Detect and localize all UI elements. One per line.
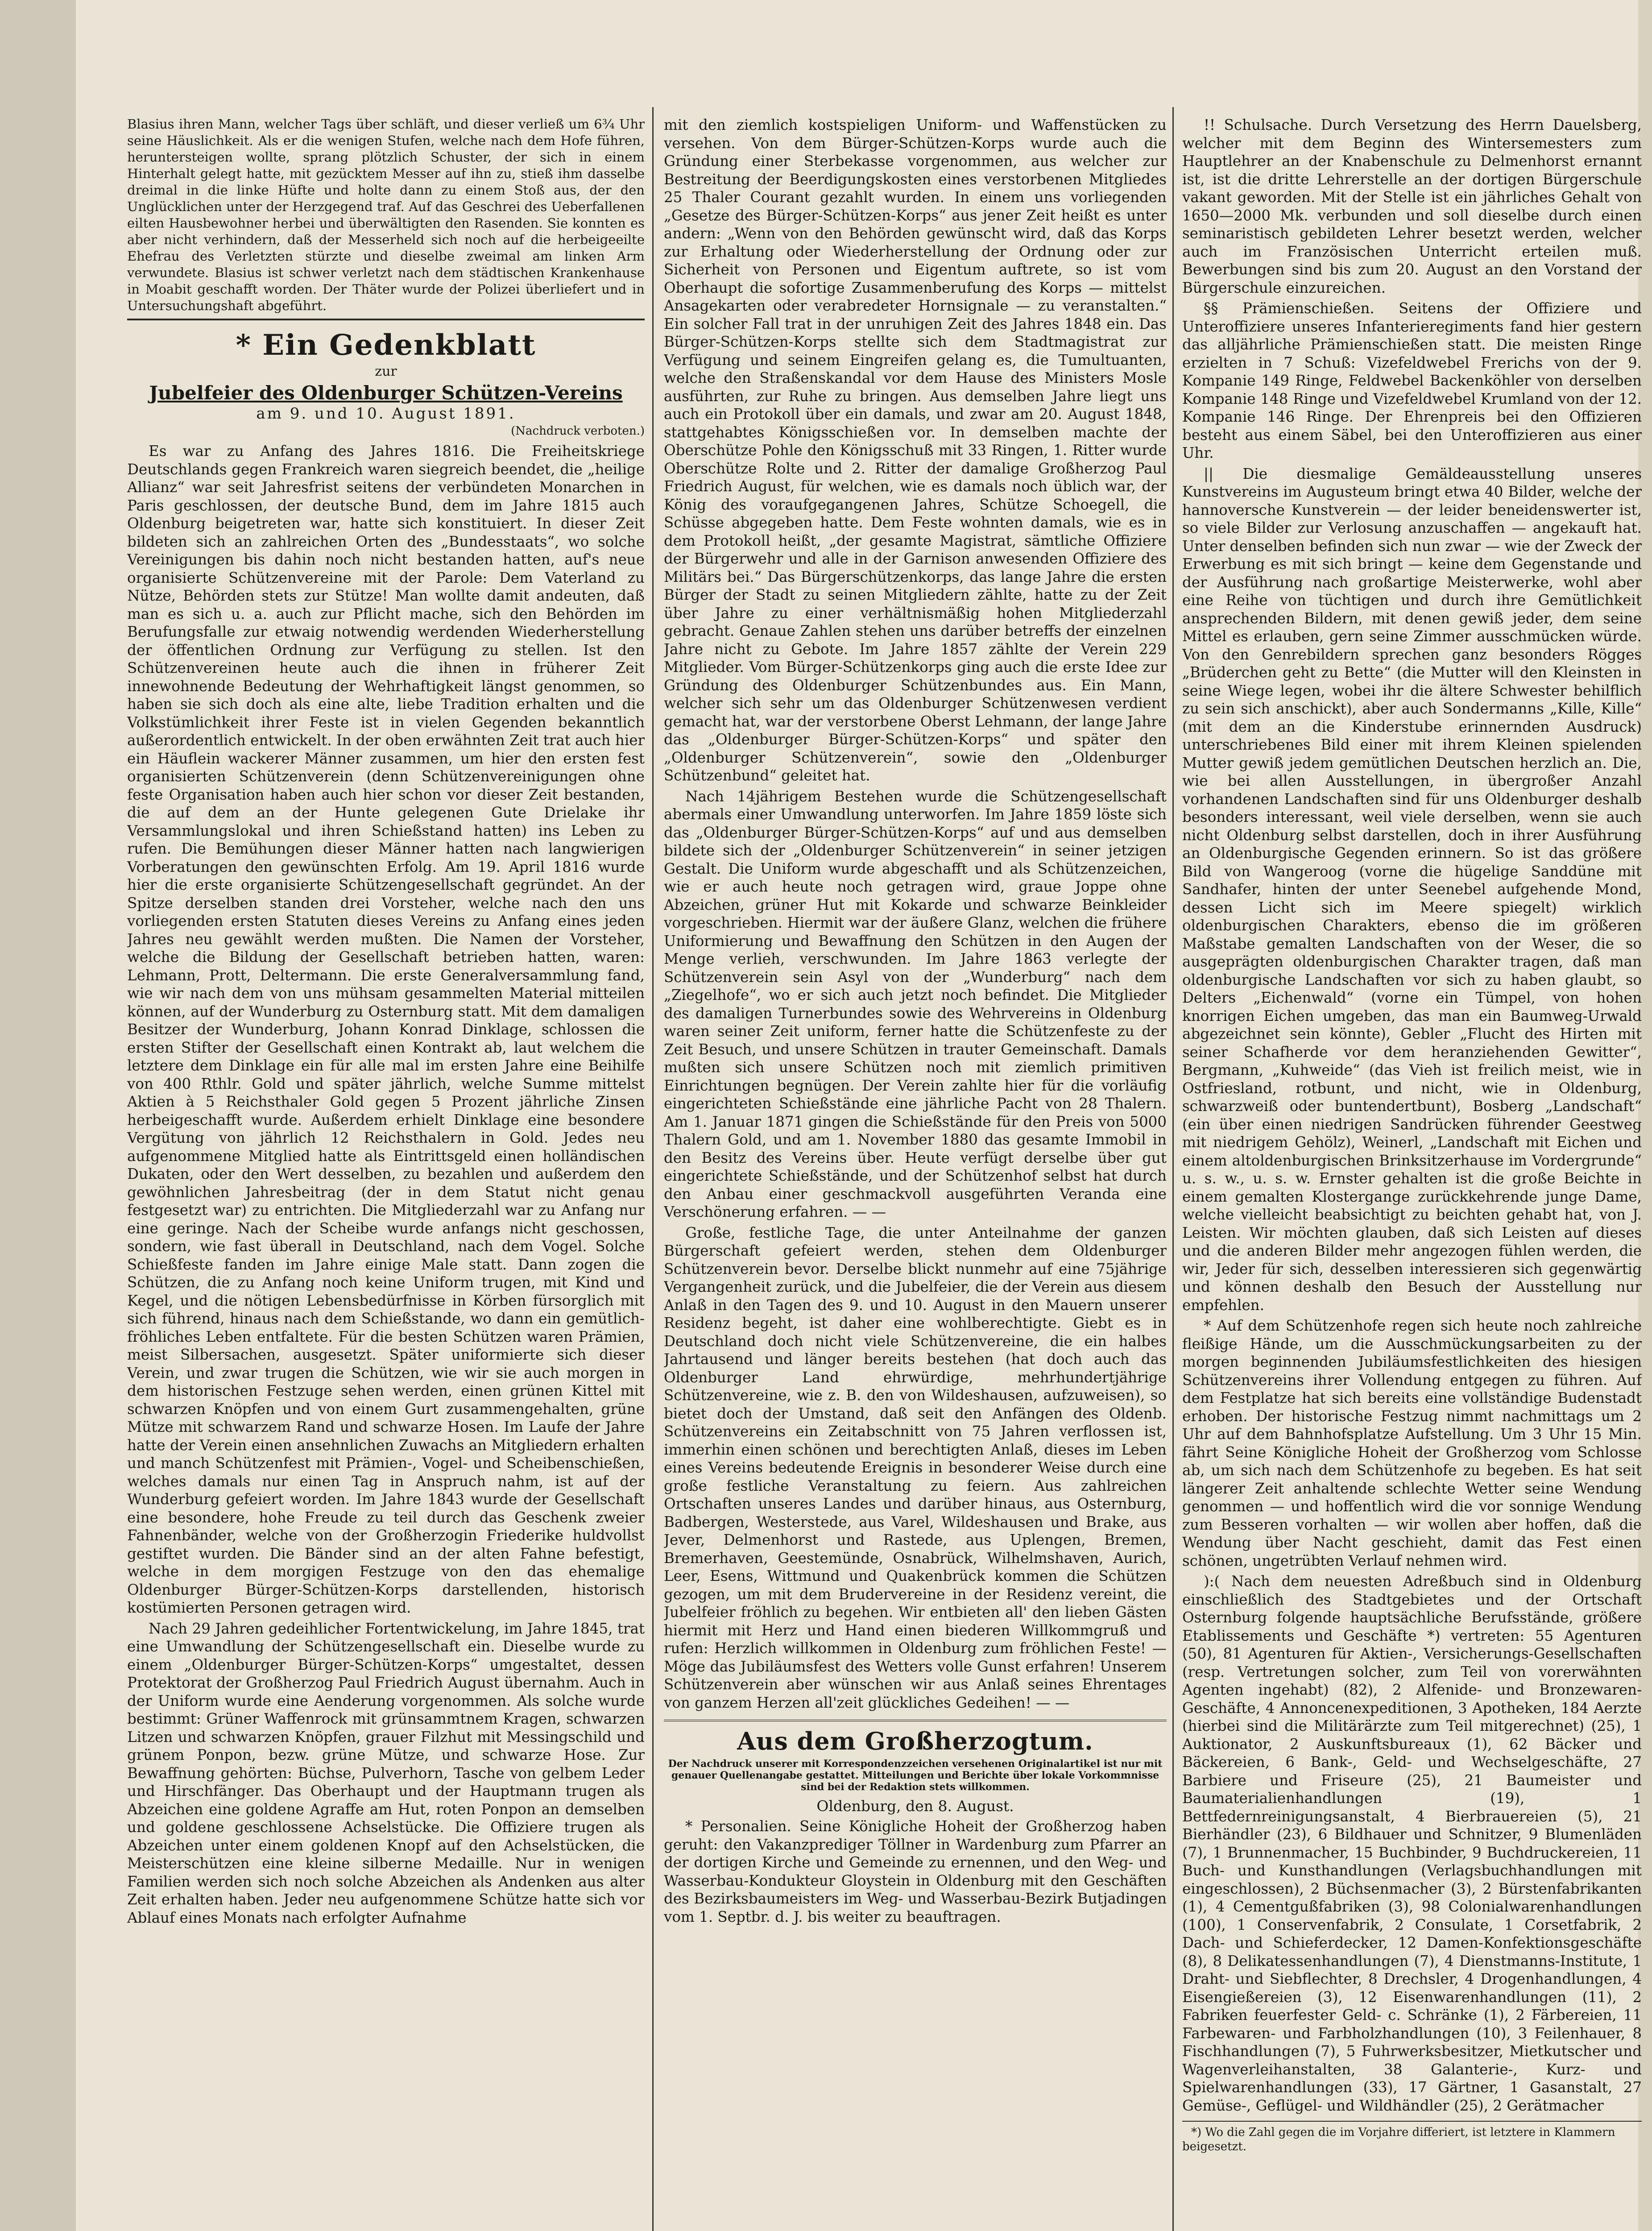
paragraph-praemienschiessen: §§ Prämienschießen. Seitens der Offiziere und Unteroffiziere unseres Infanterieregiments fand hier gestern das alljährliche Prämienschießen statt. Die meisten Ringe erzielten in 7 Schuß: Vizefeldwebel Frerichs von der 9. Kompanie 149 Ringe, Feldwebel Backenköhler von derselben Kompanie 148 Ringe und Vizefeldwebel Krumland von der 12. Kompanie 146 Ringe. Der Ehrenpreis bei den Offizieren besteht aus einem Säbel, bei den Unteroffizieren aus einer Uhr. [1182, 300, 1642, 461]
article-subtitle: Jubelfeier des Oldenburger Schützen-Vereins [149, 382, 623, 404]
footnote: *) Wo die Zahl gegen die im Vorjahre differiert, ist letztere in Klammern beigesetzt. [1182, 2121, 1642, 2154]
column-2 [664, 116, 1167, 1928]
reprint-note: (Nachdruck verboten.) [511, 424, 645, 438]
intro-paragraph: Blasius ihren Mann, welcher Tags über schläft, und dieser verließ um 6¾ Uhr seine Häuslichkeit. Als er die wenigen Stufen, welche nach dem Hofe führen, heruntersteigen wollte, sprang plötzlich Schuster, der sich in einem Hinterhalt gelegt hatte, mit gezücktem Messer auf ihn zu, stieß ihm dasselbe dreimal in die linke Hüfte und holte dann zu einem Stoß aus, der den Unglücklichen unter der Herzgegend traf. Auf das Geschrei des Ueberfallenen eilten Hausbewohner herbei und überwältigten den Rasenden. Sie konnten es aber nicht verhindern, daß der Messerheld sich noch auf die herbeigeeilte Ehefrau des Verletzten stürzte und dieselbe zweimal am linken Arm verwundete. Blasius ist schwer verletzt nach dem städtischen Krankenhause in Moabit geschafft worden. Der Thäter wurde der Polizei überliefert und in Untersuchungshaft abgeführt. [127, 116, 645, 313]
column-1 [127, 116, 645, 1929]
paragraph-personalien: * Personalien. Seine Königliche Hoheit der Großherzog haben geruht: den Vakanzprediger Töllner in Wardenburg zum Pfarrer an der dortigen Kirche und Gemeinde zu ernennen, und den Weg- und Wasserbau-Kondukteur Gloystein in Oldenburg mit den Geschäften des Bezirksbaumeisters im Weg- und Wasserbau-Bezirk Butjadingen vom 1. Septbr. d. J. bis weiter zu beauftragen. [664, 1818, 1167, 1925]
dateline: Oldenburg, den 8. August. [816, 1797, 1014, 1815]
paragraph-schulsache: !! Schulsache. Durch Versetzung des Herrn Dauelsberg, welcher mit dem Beginn des Wintersemesters zum Hauptlehrer an der Knabenschule zu Delmenhorst ernannt ist, ist die dritte Lehrerstelle an der dortigen Bürgerschule vakant geworden. Mit der Stelle ist ein jährliches Gehalt von 1650—2000 Mk. verbunden und soll dieselbe durch einen seminaristisch gebildeten Lehrer besetzt werden, welcher auch im Französischen Unterricht erteilen muß. Bewerbungen sind bis zum 20. August an den Vorstand der Bürgerschule einzureichen. [1182, 116, 1642, 296]
article-title: * Ein Gedenkblatt [236, 328, 536, 362]
paragraph: mit den ziemlich kostspieligen Uniform- und Waffenstücken zu versehen. Von dem Bürger-Schützen-Korps wurde auch die Gründung einer Sterbekasse vorgenommen, aus welcher zur Bestreitung der Beerdigungskosten eines verstorbenen Mitgliedes 25 Thaler Courant gezahlt wurden. In einem uns vorliegenden „Gesetze des Bürger-Schützen-Korps“ aus jener Zeit heißt es unter andern: „Wenn von den Behörden gewünscht wird, daß das Korps zur Erhaltung oder Wiederherstellung der Ordnung oder zur Sicherheit von Personen und Eigentum auftrete, so ist vom Oberhaupt die sofortige Zusammenberufung des Korps — mittelst Ansagekarten oder verabredeter Hornsignale — zu veranstalten.“ Ein solcher Fall trat in der unruhigen Zeit des Jahres 1848 ein. Das Bürger-Schützen-Korps stellte sich dem Stadtmagistrat zur Verfügung und seinem Eingreifen gelang es, die Tumultuanten, welche den Straßenskandal vor dem Hause des Ministers Mosle ausführten, zur Ruhe zu bringen. Aus demselben Jahre liegt uns auch ein Protokoll über ein damals, und zwar am 20. August 1848, stattgehabtes Königsschießen vor. In demselben machte der Oberschütze Pohle den Königsschuß mit 33 Ringen, 1. Ritter wurde Oberschütze Rolte und 2. Ritter der damalige Großherzog Paul Friedrich August, für welchen, wie es damals noch üblich war, der König des voraufgegangenen Jahres, Schütze Schoegell, die Schüsse abgegeben hatte. Dem Feste wohnten damals, wie es in dem Protokoll heißt, „der gesamte Magistrat, sämtliche Offiziere der Bürgerwehr und alle in der Garnison anwesenden Offiziere des Militärs bei.“ Das Bürgerschützenkorps, das lange Jahre die ersten Bürger der Stadt zu seinen Mitgliedern zählte, hatte zu der Zeit über Jahre zu einer verhältnismäßig hohen Mitgliederzahl gebracht. Genaue Zahlen stehen uns darüber betreffs der einzelnen Jahre nicht zu Gebote. Im Jahre 1857 zählte der Verein 229 Mitglieder. Vom Bürger-Schützenkorps ging auch die erste Idee zur Gründung des Oldenburger Schützenbundes aus. Ein Mann, welcher sich sehr um das Oldenburger Schützenwesen verdient gemacht hat, war der verstorbene Oberst Lehmann, der lange Jahre das „Oldenburger Bürger-Schützen-Korps“ und später den „Oldenburger Schützenverein“, sowie den „Oldenburger Schützenbund“ geleitet hat. [664, 116, 1167, 784]
column-3 [1182, 116, 1642, 2154]
paragraph: Es war zu Anfang des Jahres 1816. Die Freiheitskriege Deutschlands gegen Frankreich waren siegreich beendet, die „heilige Allianz“ war seit Jahresfrist seitens der verbündeten Monarchen in Paris geschlossen, der deutsche Bund, dem im Jahre 1815 auch Oldenburg beigetreten war, hatte sich konstituiert. In dieser Zeit bildeten sich an zahlreichen Orten des „Bundesstaats“, wo solche Vereinigungen bis dahin noch nicht bestanden hatten, auf's neue organisierte Schützenvereine mit der Parole: Dem Vaterland zu Nütze, Behörden stets zur Stütze! Man wollte damit andeuten, daß man es sich u. a. auch zur Pflicht mache, sich den Behörden im Berufungsfalle zur etwaig notwendig werdenden Wiederherstellung der öffentlichen Ordnung zur Verfügung zu stellen. Ist den Schützenvereinen heute auch die ihnen in früherer Zeit innewohnende Bedeutung der Wehrhaftigkeit längst genommen, so haben sie sich doch als eine alte, liebe Tradition erhalten und die Volkstümlichkeit ihrer Feste ist in vielen Gegenden bekanntlich außerordentlich entwickelt. In der oben erwähnten Zeit trat auch hier ein Häuflein wackerer Männer zusammen, um hier den ersten fest organisierten Schützenverein (denn Schützenvereinigungen ohne feste Organisation haben auch hier schon vor dieser Zeit bestanden, die auf dem an der Hunte gelegenen Gute Drielake ihr Versammlungslokal und ihren Schießstand hatten) ins Leben zu rufen. Die Bemühungen dieser Männer hatten nach langwierigen Vorberatungen den gewünschten Erfolg. Am 19. April 1816 wurde hier die erste organisierte Schützengesellschaft gegründet. An der Spitze derselben standen drei Vorsteher, welche nach den uns vorliegenden ersten Statuten dieses Vereins zu Anfang eines jeden Jahres neu gewählt werden mußten. Die Namen der Vorsteher, welche die Bildung der Gesellschaft betrieben hatten, waren: Lehmann, Prott, Deltermann. Die erste Generalversammlung fand, wie wir nach dem von uns mühsam gesammelten Material mitteilen können, auf der Wunderburg zu Osternburg statt. Mit dem damaligen Besitzer der Wunderburg, Johann Konrad Dinklage, schlossen die ersten Stifter der Gesellschaft einen Kontrakt ab, laut welchem die letztere dem Dinklage ein für alle mal im ersten Jahre eine Beihilfe von 400 Rthlr. Gold und später jährlich, welche Summe mittelst Aktien à 5 Reichsthaler Gold gegen 5 Prozent jährliche Zinsen herbeigeschafft wurde. Außerdem erhielt Dinklage eine besondere Vergütung von jährlich 12 Reichsthalern in Gold. Jedes neu aufgenommene Mitglied hatte als Eintrittsgeld einen holländischen Dukaten, oder den Wert desselben, zu bezahlen und außerdem den gewöhnlichen Jahresbeitrag (der in dem Statut nicht genau festgesetzt war) zu entrichten. Die Mitgliederzahl war zu Anfang nur eine geringe. Nach der Scheibe wurde anfangs nicht geschossen, sondern, wie fast überall in Deutschland, nach dem Vogel. Solche Schießfeste fanden im Jahre einige Male statt. Dann zogen die Schützen, die zu Anfang noch keine Uniform trugen, mit Kind und Kegel, und die nötigen Lebensbedürfnisse in Körben fürsorglich mit sich führend, hinaus nach dem Schießstande, wo dann ein gemütlich-fröhliches Leben entfaltete. Für die besten Schützen waren Prämien, meist Silbersachen, ausgesetzt. Später uniformierte sich dieser Verein, und zwar trugen die Schützen, wie wir sie auch morgen in dem historischen Festzuge sehen werden, einen grünen Kittel mit schwarzen Knöpfen und von einem Gurt zusammengehalten, grüne Mütze mit schwarzem Rand und schwarze Hosen. Im Laufe der Jahre hatte der Verein einen ansehnlichen Zuwachs an Mitgliedern erhalten und manch Schützenfest mit Prämien-, Vogel- und Scheibenschießen, welches damals nur einen Tag in Anspruch nahm, ist auf der Wunderburg gefeiert worden. Im Jahre 1843 wurde der Gesellschaft eine besondere, hohe Freude zu teil durch das Geschenk zweier Fahnenbänder, welche von der Großherzogin Friederike huldvollst gestiftet wurden. Die Bänder sind an der alten Fahne befestigt, welche in dem morgigen Festzuge von den das ehemalige Oldenburger Bürger-Schützen-Korps darstellenden, historisch kostümierten Personen getragen wird. [127, 443, 645, 1616]
paragraph: Nach 29 Jahren gedeihlicher Fortentwickelung, im Jahre 1845, trat eine Umwandlung der Schützengesellschaft ein. Dieselbe wurde zu einem „Oldenburger Bürger-Schützen-Korps“ umgestaltet, dessen Protektorat der Großherzog Paul Friedrich August übernahm. Auch in der Uniform wurde eine Aenderung vorgenommen. Als solche wurde bestimmt: Grüner Waffenrock mit grünsammtnem Kragen, schwarzen Litzen und schwarzen Knöpfen, grauer Filzhut mit Messingschild und grünem Ponpon, bezw. grüne Mütze, und schwarze Hose. Zur Bewaffnung gehörten: Büchse, Pulverhorn, Tasche von gelbem Leder und Hirschfänger. Das Oberhaupt und der Hauptmann trugen als Abzeichen eine goldene Agraffe am Hut, roten Ponpon an demselben und goldene geschlossene Achselstücke. Die Offiziere trugen als Abzeichen unter einem goldenen Knopf auf den Achselstücken, die Meisterschützen eine kleine silberne Medaille. Nur in wenigen Familien werden sich noch solche Abzeichen als Andenken aus alter Zeit erhalten haben. Jeder neu aufgenommene Schütze hatte sich vor Ablauf eines Monats nach erfolgter Aufnahme [127, 1620, 645, 1926]
article-divider [127, 319, 645, 320]
column-rule-2 [1172, 107, 1174, 2231]
paragraph-schuetzenhof: * Auf dem Schützenhofe regen sich heute noch zahlreiche fleißige Hände, um die Ausschmückungsarbeiten zu der morgen beginnenden Jubiläumsfestlichkeiten des hiesigen Schützenvereins ihrer Vollendung entgegen zu führen. Auf dem Festplatze hat sich bereits eine vollständige Budenstadt erhoben. Der historische Festzug nimmt nachmittags um 2 Uhr auf dem Bahnhofsplatze Aufstellung. Um 3 Uhr 15 Min. fährt Seine Königliche Hoheit der Großherzog vom Schlosse ab, um sich nach dem Schützenhofe zu begeben. Es hat seit längerer Zeit anhaltende schlechte Wetter seine Wendung genommen — und hoffentlich wird die vor sonnige Wendung zum Besseren vorhalten — wir wollen aber hoffen, daß die Wendung über Nacht geschieht, damit das Fest einen schönen, ungetrübten Verlauf nehmen wird. [1182, 1317, 1642, 1569]
paragraph-adressbuch: ):( Nach dem neuesten Adreßbuch sind in Oldenburg einschließlich des Stadtgebietes und der Ortschaft Osternburg folgende hauptsächliche Berufsstände, größere Etablissements und Geschäfte *) vertreten: 55 Agenturen (50), 81 Agenturen für Aktien-, Versicherungs-Gesellschaften (resp. Vertretungen solcher, zum Teil von vorerwähnten Agenten ingehabt) (82), 2 Alfenide- und Bronzewaren-Geschäfte, 4 Annoncenexpeditionen, 3 Apotheken, 184 Aerzte (hierbei sind die Militärärzte zum Teil mitgerechnet) (25), 1 Auktionator, 2 Auskunftsbureaux (1), 62 Bäcker und Bäckereien, 6 Bank-, Geld- und Wechselgeschäfte, 27 Barbiere und Friseure (25), 21 Baumeister und Baumaterialienhandlungen (19), 1 Bettfedernreinigungsanstalt, 4 Bierbrauereien (5), 21 Bierhändler (23), 6 Bildhauer und Schnitzer, 9 Blumenläden (7), 1 Brunnenmacher, 15 Buchbinder, 9 Buchdruckereien, 11 Buch- und Kunsthandlungen (Verlagsbuchhandlungen mit eingeschlossen), 2 Büchsenmacher (3), 2 Bürstenfabrikanten (1), 4 Cementgußfabriken (3), 98 Colonialwarenhandlungen (100), 1 Conservenfabrik, 2 Consulate, 1 Corsetfabrik, 2 Dach- und Schieferdecker, 12 Damen-Konfektionsgeschäfte (8), 8 Delikatessenhandlungen (7), 4 Dienstmanns-Institute, 1 Draht- und Siebflechter, 8 Drechsler, 4 Drogenhandlungen, 4 Eisengießereien (3), 12 Eisenwarenhandlungen (11), 2 Fabriken feuerfester Geld- c. Schränke (1), 2 Färbereien, 11 Farbewaren- und Farbholzhandlungen (10), 3 Feilenhauer, 8 Fischhandlungen (7), 5 Fuhrwerksbesitzer, Mietkutscher und Wagenverleihanstalten, 38 Galanterie-, Kurz- und Spielwarenhandlungen (33), 17 Gärtner, 1 Gasanstalt, 27 Gemüse-, Geflügel- und Wildhändler (25), 2 Gerätmacher [1182, 1573, 1642, 2114]
column-rule-1 [652, 107, 654, 2231]
article-date: am 9. und 10. August 1891. [256, 405, 516, 423]
paragraph: Große, festliche Tage, die unter Anteilnahme der ganzen Bürgerschaft gefeiert werden, stehen dem Oldenburger Schützenverein bevor. Derselbe blickt nunmehr auf eine 75jährige Vergangenheit zurück, und die Jubelfeier, die der Verein aus diesem Anlaß in den Tagen des 9. und 10. August in den Mauern unserer Residenz begeht, ist daher eine wohlberechtigte. Giebt es in Deutschland doch nicht viele Schützenvereine, die ein halbes Jahrtausend und länger bereits bestehen (hat doch auch das Oldenburger Land ehrwürdige, mehrhundertjährige Schützenvereine, wie z. B. den von Wildeshausen, aufzuweisen), so bietet doch der Umstand, daß seit den Anfängen des Oldenb. Schützenvereins ein Zeitabschnitt von 75 Jahren verflossen ist, immerhin einen schönen und berechtigten Anlaß, dieses im Leben eines Vereins bedeutende Ereignis in besonderer Weise durch eine große festliche Veranstaltung zu feiern. Aus zahlreichen Ortschaften unseres Landes und darüber hinaus, aus Osternburg, Badbergen, Westerstede, aus Varel, Wildeshausen und Brake, aus Jever, Delmenhorst und Rastede, aus Uplengen, Bremen, Bremerhaven, Geestemünde, Osnabrück, Wilhelmshaven, Aurich, Leer, Esens, Wittmund und Quakenbrück kommen die Schützen gezogen, um mit dem Brudervereine in der Residenz vereint, die Jubelfeier fröhlich zu begehen. Wir entbieten all' den lieben Gästen hiermit mit Herz und Hand einen biederen Willkommgruß und rufen: Herzlich willkommen in Oldenburg zum fröhlichen Feste! — Möge das Jubiläumsfest des Wetters volle Gunst erfahren! Unserem Schützenverein aber wünschen wir aus Anlaß seines Ehrentages von ganzem Herzen all'zeit glückliches Gedeihen! — — [664, 1224, 1167, 1711]
intro-block [127, 116, 645, 314]
section-note: Der Nachdruck unserer mit Korrespondenzzeichen versehenen Originalartikel ist nur mit genauer Quellenangabe gestattet. Mitteilungen und Berichte über lokale Vorkommnisse sind bei der Redaktion stets willkommen. [668, 1758, 1163, 1793]
paragraph-gemaeldeausstellung: || Die diesmalige Gemäldeausstellung unseres Kunstvereins im Augusteum bringt etwa 40 Bilder, welche der hannoversche Kunstverein — der leider beneidenswerter ist, so viele Bilder zur Verlosung anzuschaffen — angekauft hat. Unter denselben befinden sich nun zwar — wie der Zweck der Erwerbung es mit sich bringt — keine dem Gegenstande und der Ausführung nach großartige Meisterwerke, wohl aber eine Reihe von tüchtigen und durch ihre Gemütlichkeit ansprechenden Bildern, mit denen gewiß jeder, dem seine Mittel es erlauben, gern seine Zimmer ausschmücken würde. Von den Genrebildern sprechen ganz besonders Rögges „Brüderchen geht zu Bette“ (die Mutter will den Kleinsten in seine Wiege legen, wobei ihr die ältere Schwester behilflich zu sein sich anschickt), aber auch Sondermanns „Kille, Kille“ (mit dem an die Kinderstube erinnernden Ausdruck) unterschriebenes Bild einer mit ihrem Kleinen spielenden Mutter gewiß jedem gemütlichen Deutschen herzlich an. Die, wie bei allen Ausstellungen, in übergroßer Anzahl vorhandenen Landschaften sind für uns Oldenburger deshalb besonders interessant, weil viele derselben, wenn sie auch nicht Oldenburg selbst darstellen, doch in ihrer Ausführung an Oldenburgische Gegenden erinnern. So ist das größere Bild von Wangeroog (vorne die hügelige Sanddüne mit Sandhafer, hinten der unter Seenebel aufgehende Mond, dessen Licht sich im Meere spiegelt) wirklich oldenburgischen Charakters, ebenso die im größeren Maßstabe gemalten Landschaften von der Weser, die so ausgeprägten oldenburgischen Charakter tragen, daß man oldenburgische Landschaften vor sich zu haben glaubt, so Delters „Eichenwald“ (vorne ein Tümpel, von hohen knorrigen Eichen umgeben, das man ein Baumweg-Urwald abgezeichnet sein könnte), Gebler „Flucht des Hirten mit seiner Schafherde vor dem heranziehenden Gewitter“, Bergmann, „Kuhweide“ (das Vieh ist freilich meist, wie in Ostfriesland, rotbunt, und nicht, wie in Oldenburg, schwarzweiß oder buntendertbunt), Bosberg „Landschaft“ (ein über einen niedrigen Sandrücken führender Geestweg mit niedrigem Gehölz), Weinerl, „Landschaft mit Eichen und einem altoldenburgischen Brinksitzerhause im Vordergrunde“ u. s. w., u. s. w. Ernster gehalten ist die große Beichte in einem gemalten Klostergange zurückkehrende junge Dame, welche vielleicht beabsichtigt zu beichten gehabt hat, von J. Leisten. Wir möchten glauben, daß sich Leisten auf dieses und die anderen Bilder mehr angezogen fühlen werden, die wir, Jeder für sich, desselben interessieren sich gegenwärtig und können deshalb den Besuch der Ausstellung nur empfehlen. [1182, 465, 1642, 1314]
article-title-zur: zur [375, 364, 397, 379]
section-title: Aus dem Großherzogtum. [664, 1720, 1167, 1755]
paragraph: Nach 14jährigem Bestehen wurde die Schützengesellschaft abermals einer Umwandlung unterworfen. Im Jahre 1859 löste sich das „Oldenburger Bürger-Schützen-Korps“ auf und aus demselben bildete sich der „Oldenburger Schützenverein“ in seiner jetzigen Gestalt. Die Uniform wurde abgeschafft und als Schützenzeichen, wie er auch heute noch getragen wird, graue Joppe ohne Abzeichen, grüner Hut mit Kokarde und schwarze Beinkleider vorgeschrieben. Hiermit war der äußere Glanz, welchen die frühere Uniformierung und Bewaffnung den Schützen in den Augen der Menge verlieh, verschwunden. Im Jahre 1863 verlegte der Schützenverein sein Asyl von der „Wunderburg“ nach dem „Ziegelhofe“, wo er sich auch jetzt noch befindet. Die Mitglieder des damaligen Turnerbundes sowie des Wehrvereins in Oldenburg waren seiner Zeit uniform, ferner hatte die Schützenfeste zu der Zeit Besuch, und unsere Schützen in trauter Gemeinschaft. Damals mußten sich unsere Schützen noch mit ziemlich primitiven Einrichtungen begnügen. Der Verein zahlte hier für die vorläufig eingerichteten Schießstände eine jährliche Pacht von 28 Thalern. Am 1. Januar 1871 gingen die Schießstände für den Preis von 5000 Thalern Gold, und am 1. November 1880 das gesamte Immobil in den Besitz des Vereins über. Heute verfügt derselbe über gut eingerichtete Schießstände, und der Schützenhof selbst hat durch den Anbau einer geschmackvoll ausgeführten Veranda eine Verschönerung erfahren. — — [664, 788, 1167, 1220]
